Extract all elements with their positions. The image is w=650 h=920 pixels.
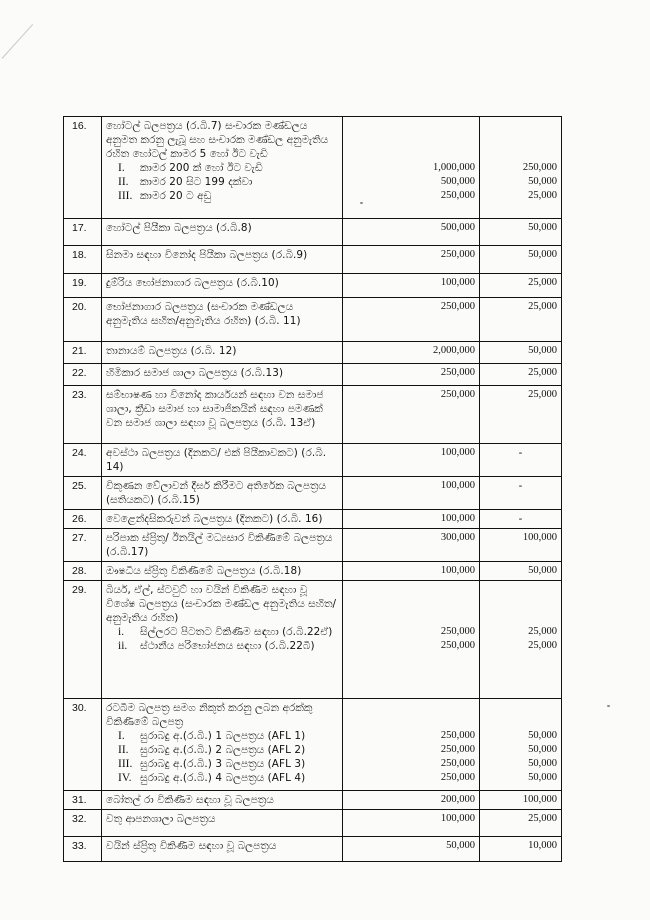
item-description: ඖෂධීය ස්ප්‍රිතු විකිණීමේ බලපත්‍රය (ර.බි.18) xyxy=(106,565,302,577)
fee-amount-cell xyxy=(343,342,480,364)
spacer xyxy=(484,611,557,625)
table-row xyxy=(64,444,562,477)
item-description-cell xyxy=(102,562,343,581)
spacer xyxy=(347,583,475,597)
sub-item-label: සුරාබදු අ.(ර.බි.) 2 බලපත්‍රය (AFL 2) xyxy=(140,744,306,756)
annual-fee: 100,000 xyxy=(522,794,557,805)
sub-item-fee: 250,000 xyxy=(440,730,475,741)
fee-amount-cell xyxy=(343,298,480,342)
sub-item-label: සිල්ලරට පිටතට විකිණීම සඳහා (ර.බි.22ඒ) xyxy=(140,626,333,638)
item-description-cell xyxy=(102,837,343,862)
spacer xyxy=(484,147,557,161)
fee-amount-cell xyxy=(343,219,480,246)
annual-fee-cell xyxy=(480,477,562,510)
sub-item-numeral: IV. xyxy=(118,772,132,784)
item-description-cell xyxy=(102,246,343,274)
sub-item-label: කාමර 20 සිට 199 දක්වා xyxy=(140,176,253,188)
empty-fee-dash: - xyxy=(518,513,523,525)
sub-item-annual-fee: 250,000 xyxy=(522,162,557,173)
fee-amount: 100,000 xyxy=(440,513,475,524)
table-row xyxy=(64,246,562,274)
fee-amount-cell xyxy=(343,562,480,581)
sub-item-numeral: i. xyxy=(118,626,125,638)
fee-amount: 250,000 xyxy=(440,389,475,400)
item-number: 29. xyxy=(64,581,102,699)
annual-fee-cell xyxy=(480,810,562,837)
fee-amount-cell xyxy=(343,364,480,386)
sub-item-label: සුරාබදු අ.(ර.බි.) 4 බලපත්‍රය (AFL 4) xyxy=(140,772,306,784)
item-number: 23. xyxy=(64,386,102,444)
item-number: 28. xyxy=(64,562,102,581)
item-number: 26. xyxy=(64,510,102,529)
annual-fee-cell xyxy=(480,364,562,386)
empty-fee-dash: - xyxy=(518,480,523,492)
sub-item-fee: 1,000,000 xyxy=(433,162,475,173)
fee-amount-cell xyxy=(343,444,480,477)
spacer xyxy=(347,133,475,147)
annual-fee: 100,000 xyxy=(522,532,557,543)
sub-item-label: සුරාබදු අ.(ර.බි.) 1 බලපත්‍රය (AFL 1) xyxy=(140,730,306,742)
item-number: 20. xyxy=(64,298,102,342)
annual-fee-cell xyxy=(480,298,562,342)
item-number: 27. xyxy=(64,529,102,562)
spacer xyxy=(484,133,557,147)
sub-item-annual-fee: 50,000 xyxy=(528,730,557,741)
item-description-cell xyxy=(102,529,343,562)
item-description-cell xyxy=(102,342,343,364)
sub-item xyxy=(106,625,338,639)
annual-fee-cell xyxy=(480,529,562,562)
item-description-cell xyxy=(102,386,343,444)
table-row xyxy=(64,837,562,862)
item-description-cell xyxy=(102,298,343,342)
sub-item-numeral: I. xyxy=(118,730,125,742)
table-row xyxy=(64,386,562,444)
annual-fee-cell xyxy=(480,219,562,246)
item-description: හෝටල් පියීකා බලපත්‍රය (ර.බි.8) xyxy=(106,222,252,234)
item-description-cell xyxy=(102,810,343,837)
table-row xyxy=(64,364,562,386)
fee-amount: 100,000 xyxy=(440,277,475,288)
item-description: අවස්ථා බලපත්‍රය (දිනකට/ එක් පියීකාවකට) (ර.බි. 14) xyxy=(106,447,327,473)
item-number: 25. xyxy=(64,477,102,510)
fee-amount-cell xyxy=(343,477,480,510)
spacer xyxy=(484,597,557,611)
table-row xyxy=(64,298,562,342)
item-description: පරිපාක ස්ප්‍රිතු/ ඊනයිල් මධ්‍යසාර විකිණීමේ බලපත්‍රය (ර.බි.17) xyxy=(106,532,333,558)
item-description: හෝටල් බලපත්‍රය (ර.බි.7) සංචාරක මණ්ඩලය අනුමත කරනු ලැබූ සහ සංචාරක මණ්ඩල අනුමැතිය රහිත හෝටල් කාමර 5 හෝ ඊට වැඩි xyxy=(106,120,329,160)
fee-amount: 250,000 xyxy=(440,249,475,260)
annual-fee-cell xyxy=(480,562,562,581)
sub-item-annual-fee: 25,000 xyxy=(528,626,557,637)
sub-item-fee: 250,000 xyxy=(440,640,475,651)
annual-fee-cell xyxy=(480,510,562,529)
table-row xyxy=(64,274,562,298)
item-description: රටබීම බලපත්‍ර සමග නිකුත් කරනු ලබන අරක්කු විකිණීමේ බලපත්‍ර xyxy=(106,702,313,728)
table-row xyxy=(64,562,562,581)
fee-amount-cell xyxy=(343,837,480,862)
fee-amount-cell xyxy=(343,529,480,562)
item-description-cell xyxy=(102,477,343,510)
item-description-cell xyxy=(102,117,343,219)
sub-item-label: ස්ථානීය පරිභෝජනය සඳහා (ර.බි.22බී) xyxy=(140,640,315,652)
spacer xyxy=(347,147,475,161)
item-number: 21. xyxy=(64,342,102,364)
annual-fee: 50,000 xyxy=(528,249,557,260)
fee-amount-cell xyxy=(343,791,480,810)
item-description: වයින් ස්ප්‍රිතු විකිණීම සඳහා වූ බලපත්‍රය xyxy=(106,840,277,852)
table-row xyxy=(64,791,562,810)
item-description: බෝතල් රා විකිණීම සඳහා වූ බලපත්‍රය xyxy=(106,794,274,806)
item-description: සිනමා සඳහා විනෝද පියීකා බලපත්‍රය (ර.බි.9) xyxy=(106,249,308,261)
spacer xyxy=(347,597,475,611)
sub-item-label: සුරාබදු අ.(ර.බි.) 3 බලපත්‍රය (AFL 3) xyxy=(140,758,306,770)
sub-item xyxy=(106,757,338,771)
fee-amount: 2,000,000 xyxy=(433,345,475,356)
item-description-cell xyxy=(102,791,343,810)
sub-item-annual-fee: 50,000 xyxy=(528,758,557,769)
sub-item-numeral: I. xyxy=(118,162,125,174)
table-row xyxy=(64,510,562,529)
table-row xyxy=(64,477,562,510)
sub-item-numeral: II. xyxy=(118,176,129,188)
table-row xyxy=(64,117,562,219)
item-description: සම්භාෂණ හා විනෝද කාර්යයන් සඳහා වන සමාජ ශාලා, ක්‍රීඩා සමාජ හා සාමාජිකයින් සඳහා පමණක් වන සමාජ ශාලා සඳහා වූ බලපත්‍රය (ර.බි. 13ඒ) xyxy=(106,389,324,429)
fee-amount: 100,000 xyxy=(440,480,475,491)
spacer xyxy=(347,611,475,625)
spacer xyxy=(484,701,557,715)
fee-table-body xyxy=(64,117,562,862)
spacer xyxy=(484,119,557,133)
item-description-cell xyxy=(102,364,343,386)
item-number: 30. xyxy=(64,699,102,791)
spacer xyxy=(484,583,557,597)
item-description-cell xyxy=(102,699,343,791)
sub-item xyxy=(106,639,338,653)
item-description: හිමිකාර සමාජ ශාලා බලපත්‍රය (ර.බි.13) xyxy=(106,367,284,379)
table-row xyxy=(64,699,562,791)
fee-amount: 300,000 xyxy=(440,532,475,543)
item-description: විකුණන වේලාවන් දීර්ඝ කිරීමට අතිරේක බලපත්‍රය (සතියකට) (ර.බි.15) xyxy=(106,480,327,506)
sub-item-numeral: II. xyxy=(118,744,129,756)
fee-amount: 100,000 xyxy=(440,447,475,458)
annual-fee: 50,000 xyxy=(528,222,557,233)
item-number: 17. xyxy=(64,219,102,246)
item-description: වෙළෙන්දසිකරුවන් බලපත්‍රය (දිනකට) (ර.බි. 16) xyxy=(106,513,323,525)
sub-item-fee: 250,000 xyxy=(440,190,475,201)
annual-fee: 50,000 xyxy=(528,345,557,356)
fee-amount-cell xyxy=(343,810,480,837)
sub-item-label: කාමර 20 ට අඩු xyxy=(140,190,212,202)
sub-item xyxy=(106,175,338,189)
item-description-cell xyxy=(102,510,343,529)
annual-fee: 10,000 xyxy=(528,840,557,851)
scan-speck xyxy=(607,705,610,707)
annual-fee: 25,000 xyxy=(528,389,557,400)
empty-fee-dash: - xyxy=(518,447,523,459)
sub-item-fee: 250,000 xyxy=(440,758,475,769)
sub-item xyxy=(106,189,338,203)
sub-item-annual-fee: 25,000 xyxy=(528,640,557,651)
table-row xyxy=(64,810,562,837)
fee-amount: 500,000 xyxy=(440,222,475,233)
table-row xyxy=(64,581,562,699)
item-description: දුම්රිය භෝජනාගාර බලපත්‍රය (ර.බි.10) xyxy=(106,277,279,289)
fee-amount-cell xyxy=(343,246,480,274)
item-description-cell xyxy=(102,219,343,246)
annual-fee: 25,000 xyxy=(528,277,557,288)
item-description: බියර්, ඒල්, ස්ටවුට් හා වයින් විකිණීම සඳහා වූ විශේෂ බලපත්‍රය (සංචාරක මණ්ඩල අනුමැතිය සහිත/ අනුමැතිය රහිත) xyxy=(106,584,337,624)
sub-item-label: කාමර 200 ක් හෝ ඊට වැඩි xyxy=(140,162,263,174)
annual-fee-cell xyxy=(480,117,562,219)
sub-item-fee: 250,000 xyxy=(440,626,475,637)
item-description: වතු ආපනශාලා බලපත්‍රය xyxy=(106,813,216,825)
sub-item-annual-fee: 50,000 xyxy=(528,772,557,783)
spacer xyxy=(347,715,475,729)
spacer xyxy=(347,119,475,133)
fee-amount-cell xyxy=(343,510,480,529)
sub-item-fee: 500,000 xyxy=(440,176,475,187)
item-number: 24. xyxy=(64,444,102,477)
annual-fee-cell xyxy=(480,386,562,444)
annual-fee-cell xyxy=(480,342,562,364)
annual-fee-cell xyxy=(480,791,562,810)
sub-item xyxy=(106,743,338,757)
fee-amount-cell xyxy=(343,117,480,219)
spacer xyxy=(347,701,475,715)
sub-item-numeral: ii. xyxy=(118,640,128,652)
annual-fee-cell xyxy=(480,274,562,298)
item-description-cell xyxy=(102,581,343,699)
annual-fee-cell xyxy=(480,699,562,791)
annual-fee: 25,000 xyxy=(528,813,557,824)
item-number: 19. xyxy=(64,274,102,298)
annual-fee: 25,000 xyxy=(528,301,557,312)
annual-fee-cell xyxy=(480,581,562,699)
item-description-cell xyxy=(102,444,343,477)
annual-fee-cell xyxy=(480,837,562,862)
item-description: තානායම් බලපත්‍රය (ර.බි. 12) xyxy=(106,345,237,357)
table-row xyxy=(64,529,562,562)
fee-amount: 100,000 xyxy=(440,565,475,576)
item-description-cell xyxy=(102,274,343,298)
scan-mark xyxy=(2,24,34,59)
item-description: භෝජනාගාර බලපත්‍රය (සංචාරක මණ්ඩලය අනුමැතිය සහිත/අනුමැතිය රහිත) (ර.බි. 11) xyxy=(106,301,301,327)
fee-amount: 250,000 xyxy=(440,367,475,378)
fee-amount: 50,000 xyxy=(446,840,475,851)
item-number: 31. xyxy=(64,791,102,810)
sub-item-fee: 250,000 xyxy=(440,772,475,783)
fee-amount-cell xyxy=(343,274,480,298)
table-row xyxy=(64,219,562,246)
annual-fee-cell xyxy=(480,444,562,477)
sub-item-annual-fee: 50,000 xyxy=(528,176,557,187)
item-number: 33. xyxy=(64,837,102,862)
item-number: 32. xyxy=(64,810,102,837)
sub-item xyxy=(106,771,338,785)
sub-item-annual-fee: 50,000 xyxy=(528,744,557,755)
annual-fee: 50,000 xyxy=(528,565,557,576)
item-number: 16. xyxy=(64,117,102,219)
table-row xyxy=(64,342,562,364)
item-number: 22. xyxy=(64,364,102,386)
fee-amount-cell xyxy=(343,581,480,699)
sub-item xyxy=(106,161,338,175)
fee-amount: 200,000 xyxy=(440,794,475,805)
sub-item xyxy=(106,729,338,743)
sub-item-numeral: III. xyxy=(118,758,133,770)
sub-item-fee: 250,000 xyxy=(440,744,475,755)
sub-item-numeral: III. xyxy=(118,190,133,202)
license-fee-table xyxy=(63,116,562,862)
annual-fee-cell xyxy=(480,246,562,274)
fee-amount: 250,000 xyxy=(440,301,475,312)
sub-item-annual-fee: 25,000 xyxy=(528,190,557,201)
item-number: 18. xyxy=(64,246,102,274)
annual-fee: 25,000 xyxy=(528,367,557,378)
fee-amount-cell xyxy=(343,699,480,791)
fee-amount: 100,000 xyxy=(440,813,475,824)
fee-amount-cell xyxy=(343,386,480,444)
spacer xyxy=(484,715,557,729)
